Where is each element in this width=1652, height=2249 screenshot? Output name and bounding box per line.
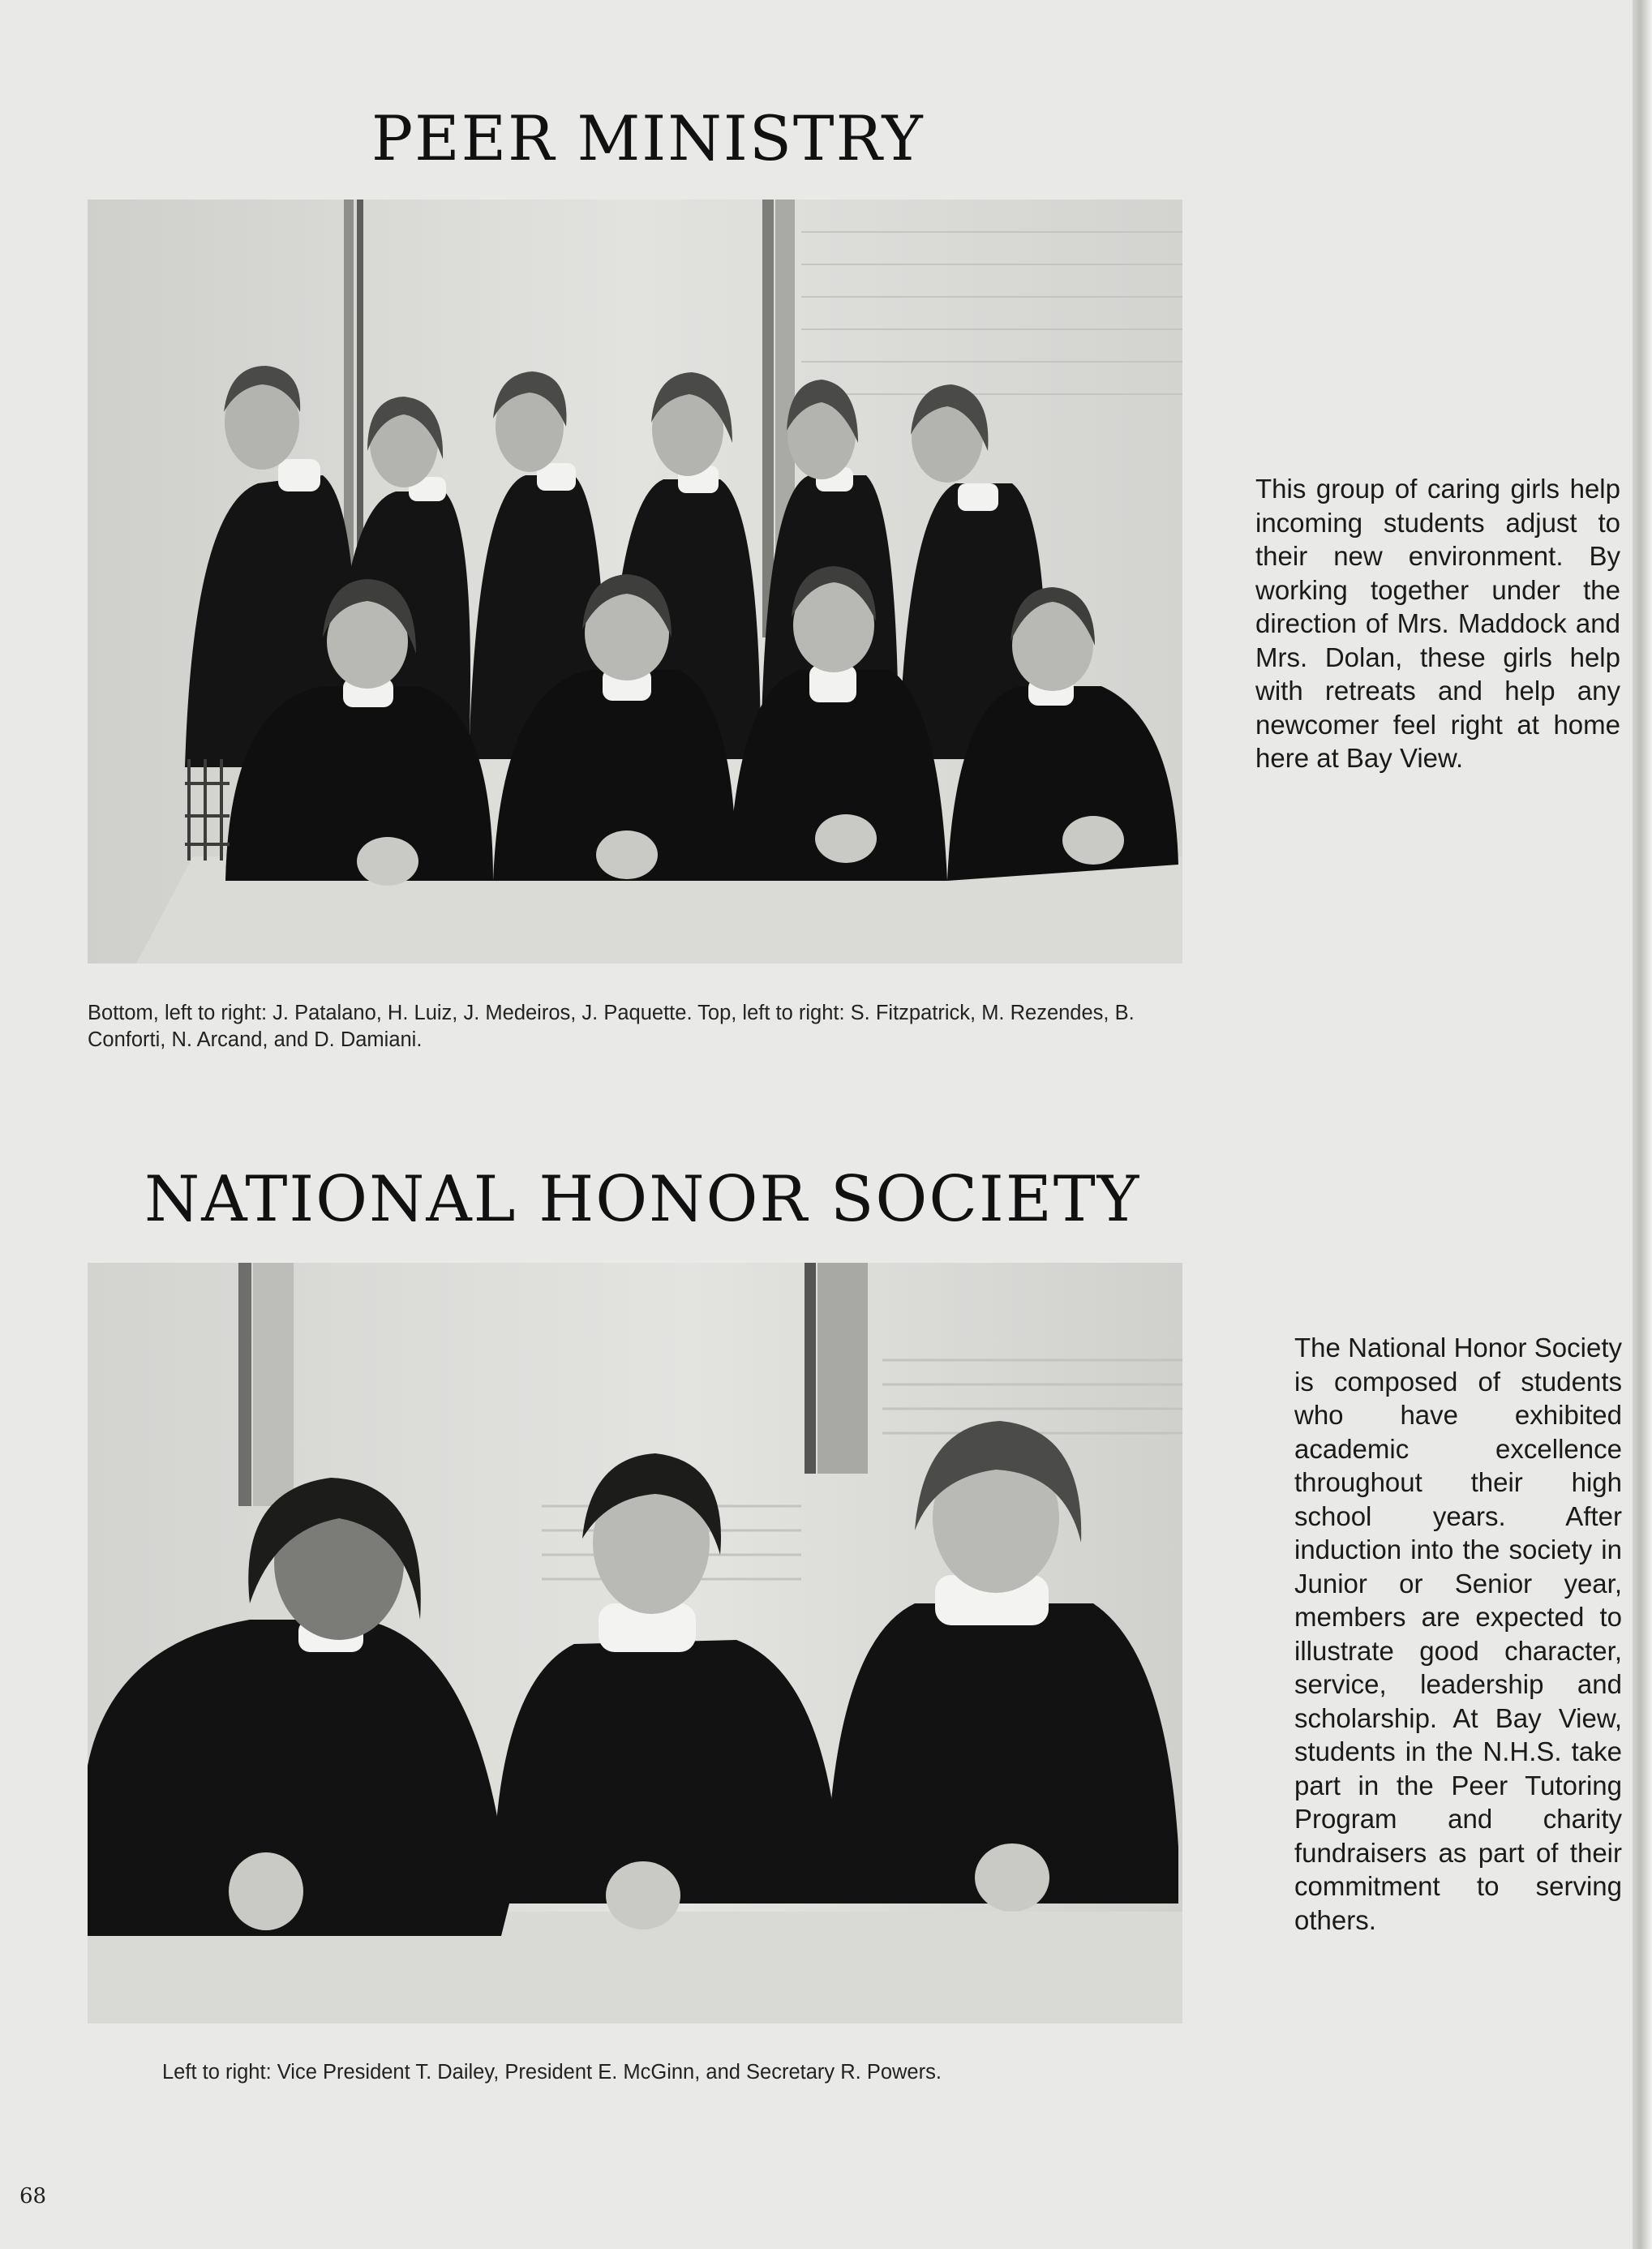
peer-ministry-description: This group of caring girls help incoming students adjust to their new environment. By working together under the direction of Mrs. Maddock and Mrs. Dolan, these girls help with retreats and help any newcomer feel right at home here at Bay View. bbox=[1255, 474, 1620, 773]
peer-ministry-caption: Bottom, left to right: J. Patalano, H. Luiz, J. Medeiros, J. Paquette. Top, left to right: S. Fitzpatrick, M. Rezendes, B. Conforti, N. Arcand, and D. Damiani. bbox=[88, 1002, 1135, 1051]
national-honor-society-caption: Left to right: Vice President T. Dailey, President E. McGinn, and Secretary R. Powers. bbox=[162, 2061, 942, 2084]
national-honor-society-title: NATIONAL HONOR SOCIETY bbox=[144, 1163, 1141, 1236]
page-binding-edge bbox=[1633, 0, 1652, 2249]
national-honor-society-officers-photo bbox=[88, 1263, 1182, 2024]
page-number: 68 bbox=[19, 2184, 47, 2208]
peer-ministry-group-photo bbox=[88, 200, 1182, 964]
national-honor-society-description: The National Honor Society is composed of students who have exhibited academic excellence throughout their high school years. After induction into the society in Junior or Senior year, members are expected to illustrate good character, service, leadership and scholarship. At Bay View, students in the N.H.S. take part in the Peer Tutoring Program and charity fundraisers as part of their commitment to serving others. bbox=[1294, 1333, 1622, 1935]
peer-ministry-title: PEER MINISTRY bbox=[371, 102, 925, 174]
